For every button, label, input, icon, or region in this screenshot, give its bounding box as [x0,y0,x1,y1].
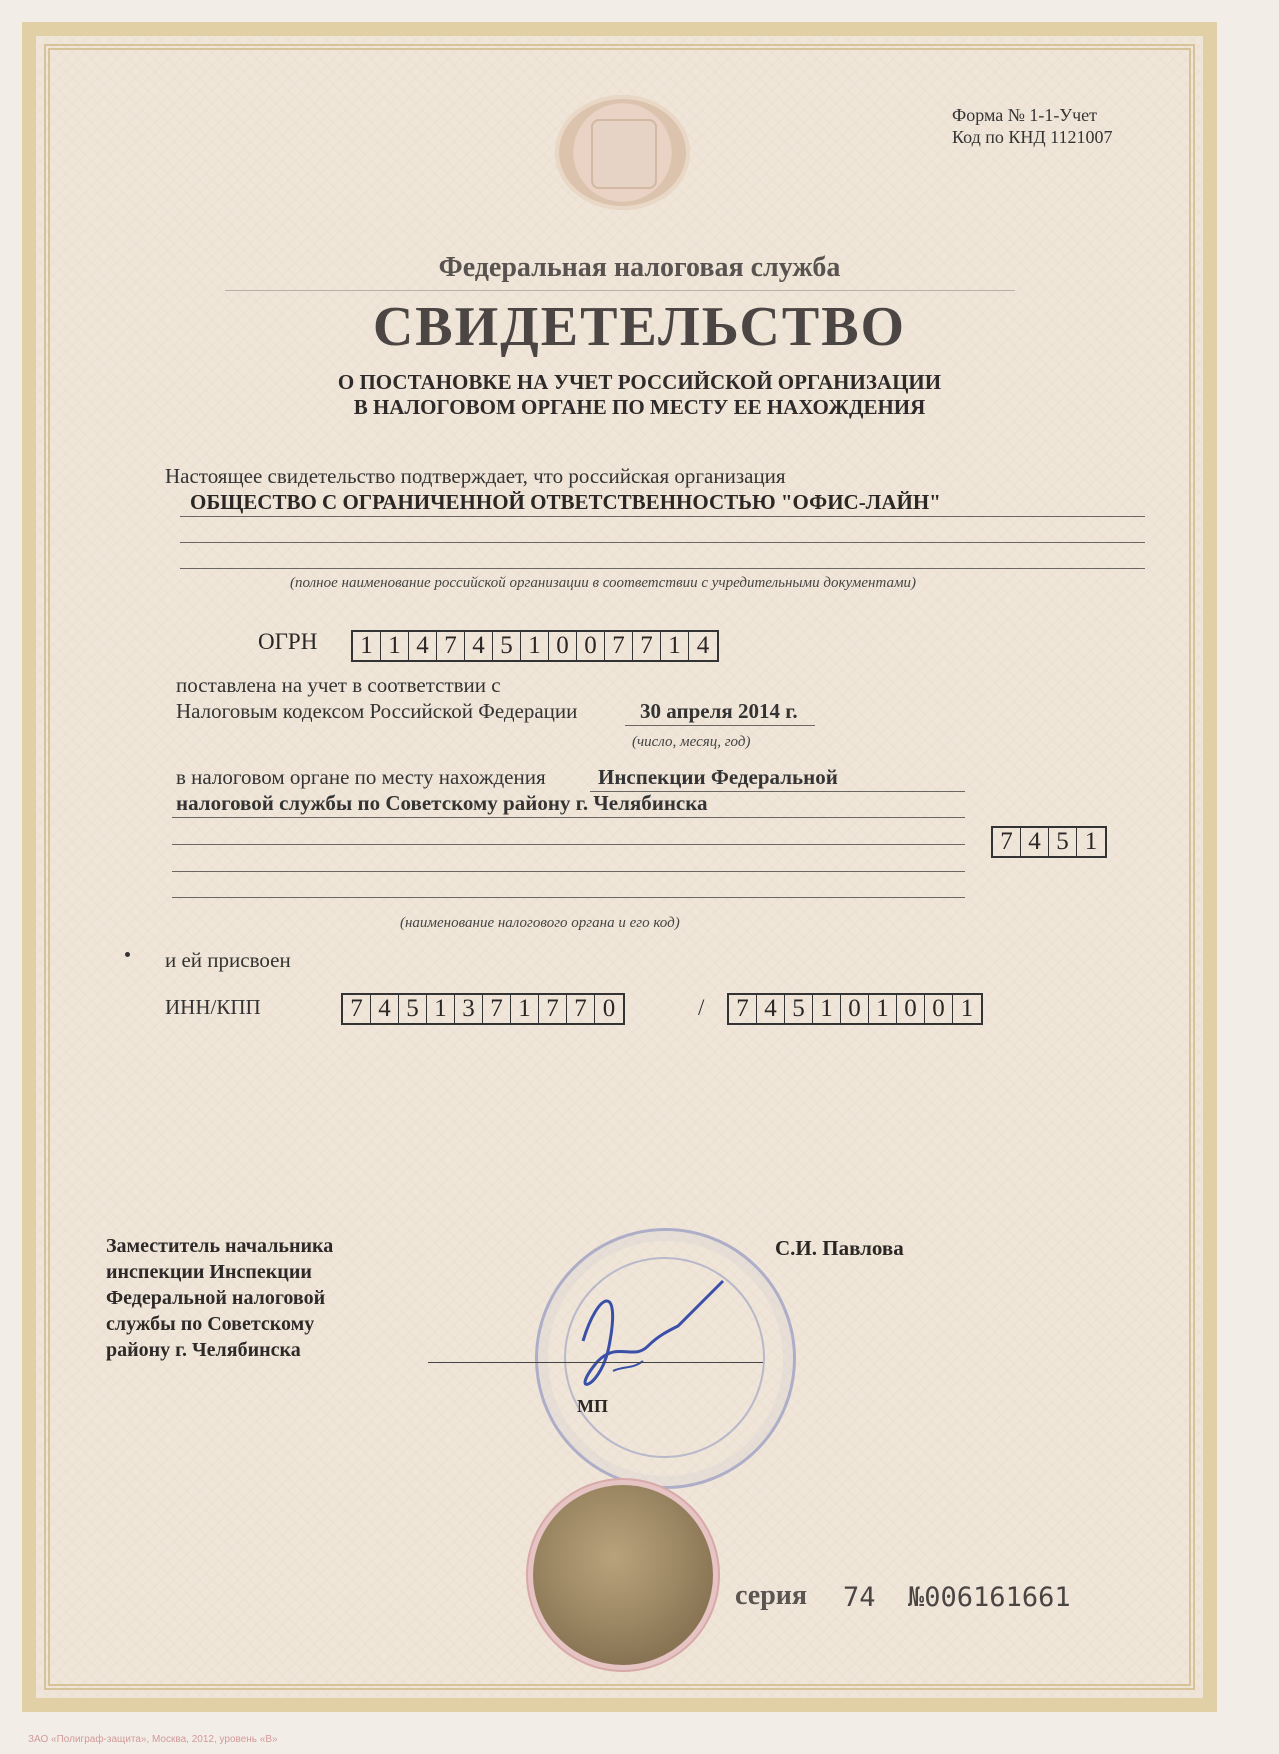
ogrn-digit: 5 [493,632,521,660]
date-line [625,725,815,726]
tax-code-digit: 7 [993,828,1021,856]
printer-footer: ЗАО «Полиграф-защита», Москва, 2012, уровень «В» [28,1734,278,1745]
form-code-block [952,104,1113,148]
kpp-digit: 0 [841,995,869,1023]
tax-office-name-line-1: Инспекции Федеральной [598,765,838,789]
issuer-name: Федеральная налоговая служба [438,252,841,283]
tax-office-line-2 [172,817,965,818]
kpp-digit: 4 [757,995,785,1023]
tax-office-caption: (наименование налогового органа и его код) [400,915,680,931]
form-number: Форма № 1-1-Учет [952,105,1098,125]
ogrn-digit: 0 [549,632,577,660]
inn-digit: 3 [455,995,483,1023]
ogrn-digit: 7 [437,632,465,660]
inn-digit: 7 [343,995,371,1023]
tax-office-code [991,826,1107,858]
stamp-place-label: МП [577,1396,608,1416]
tax-office-line-5 [172,897,965,898]
signatory-position: Заместитель начальника инспекции Инспекции Федеральной налоговой службы по Советскому району г. Челябинска [106,1235,334,1361]
registration-line-1: поставлена на учет в соответствии с [176,673,501,697]
ogrn-digits [351,630,719,662]
coat-of-arms-emblem [555,95,690,210]
tax-office-prefix: в налоговом органе по месту нахождения [176,765,546,789]
official-stamp [535,1228,796,1489]
ogrn-digit: 7 [605,632,633,660]
kpp-digit: 1 [869,995,897,1023]
kpp-digit: 7 [729,995,757,1023]
date-caption: (число, месяц, год) [632,734,751,750]
inn-digit: 4 [371,995,399,1023]
org-line-2 [180,542,1145,543]
assigned-text: и ей присвоен [165,948,291,972]
dot-mark [125,952,130,957]
intro-text: Настоящее свидетельство подтверждает, что российская организация [165,464,786,488]
tax-code-digit: 5 [1049,828,1077,856]
ogrn-digit: 1 [661,632,689,660]
series-number: №006161661 [908,1582,1071,1613]
inn-kpp-separator: / [698,995,705,1020]
ogrn-digit: 1 [353,632,381,660]
kpp-digits [727,993,983,1025]
document-title: СВИДЕТЕЛЬСТВО [372,296,907,358]
tax-code-digit: 1 [1084,828,1098,855]
signature-line [428,1362,763,1363]
registration-line-2: Налоговым кодексом Российской Федерации [176,699,578,723]
registration-date: 30 апреля 2014 г. [640,699,798,723]
ogrn-digit: 4 [696,632,710,659]
kpp-digit: 0 [925,995,953,1023]
ogrn-digit: 7 [633,632,661,660]
organization-name: ОБЩЕСТВО С ОГРАНИЧЕННОЙ ОТВЕТСТВЕННОСТЬЮ "ОФИС-ЛАЙН" [190,490,941,514]
inn-digit: 1 [427,995,455,1023]
inn-digit: 7 [483,995,511,1023]
inn-digit: 5 [399,995,427,1023]
kpp-digit: 1 [813,995,841,1023]
inn-digit: 7 [539,995,567,1023]
series-value [843,1582,1071,1613]
inn-digit: 7 [567,995,595,1023]
inn-digit: 0 [602,995,616,1022]
ogrn-digit: 0 [577,632,605,660]
document-subtitle: О ПОСТАНОВКЕ НА УЧЕТ РОССИЙСКОЙ ОРГАНИЗАЦИИ В НАЛОГОВОМ ОРГАНЕ ПО МЕСТУ ЕЕ НАХОЖДЕНИЯ [337,370,942,419]
tax-office-line-3 [172,844,965,845]
ogrn-digit: 1 [381,632,409,660]
title-divider [225,290,1015,291]
series-code: 74 [843,1582,876,1613]
signature-icon [538,1231,793,1486]
kpp-digit: 1 [960,995,974,1022]
hologram-seal [533,1485,713,1665]
ogrn-digit: 1 [521,632,549,660]
ogrn-digit: 4 [465,632,493,660]
org-line-1 [180,516,1145,517]
kpp-digit: 5 [785,995,813,1023]
org-caption: (полное наименование российской организации в соответствии с учредительными документами) [290,575,917,591]
inn-kpp-label: ИНН/КПП [165,995,261,1019]
tax-code-digit: 4 [1021,828,1049,856]
tax-office-name-line-2: налоговой службы по Советскому району г. Челябинска [176,791,708,815]
series-label: серия [735,1580,808,1611]
inn-digits [341,993,625,1025]
inn-digit: 1 [511,995,539,1023]
ogrn-label: ОГРН [258,629,318,654]
kpp-digit: 0 [897,995,925,1023]
knd-code: Код по КНД 1121007 [952,127,1113,147]
tax-office-line-4 [172,871,965,872]
org-line-3 [180,568,1145,569]
signatory-name: С.И. Павлова [775,1236,904,1260]
ogrn-digit: 4 [409,632,437,660]
